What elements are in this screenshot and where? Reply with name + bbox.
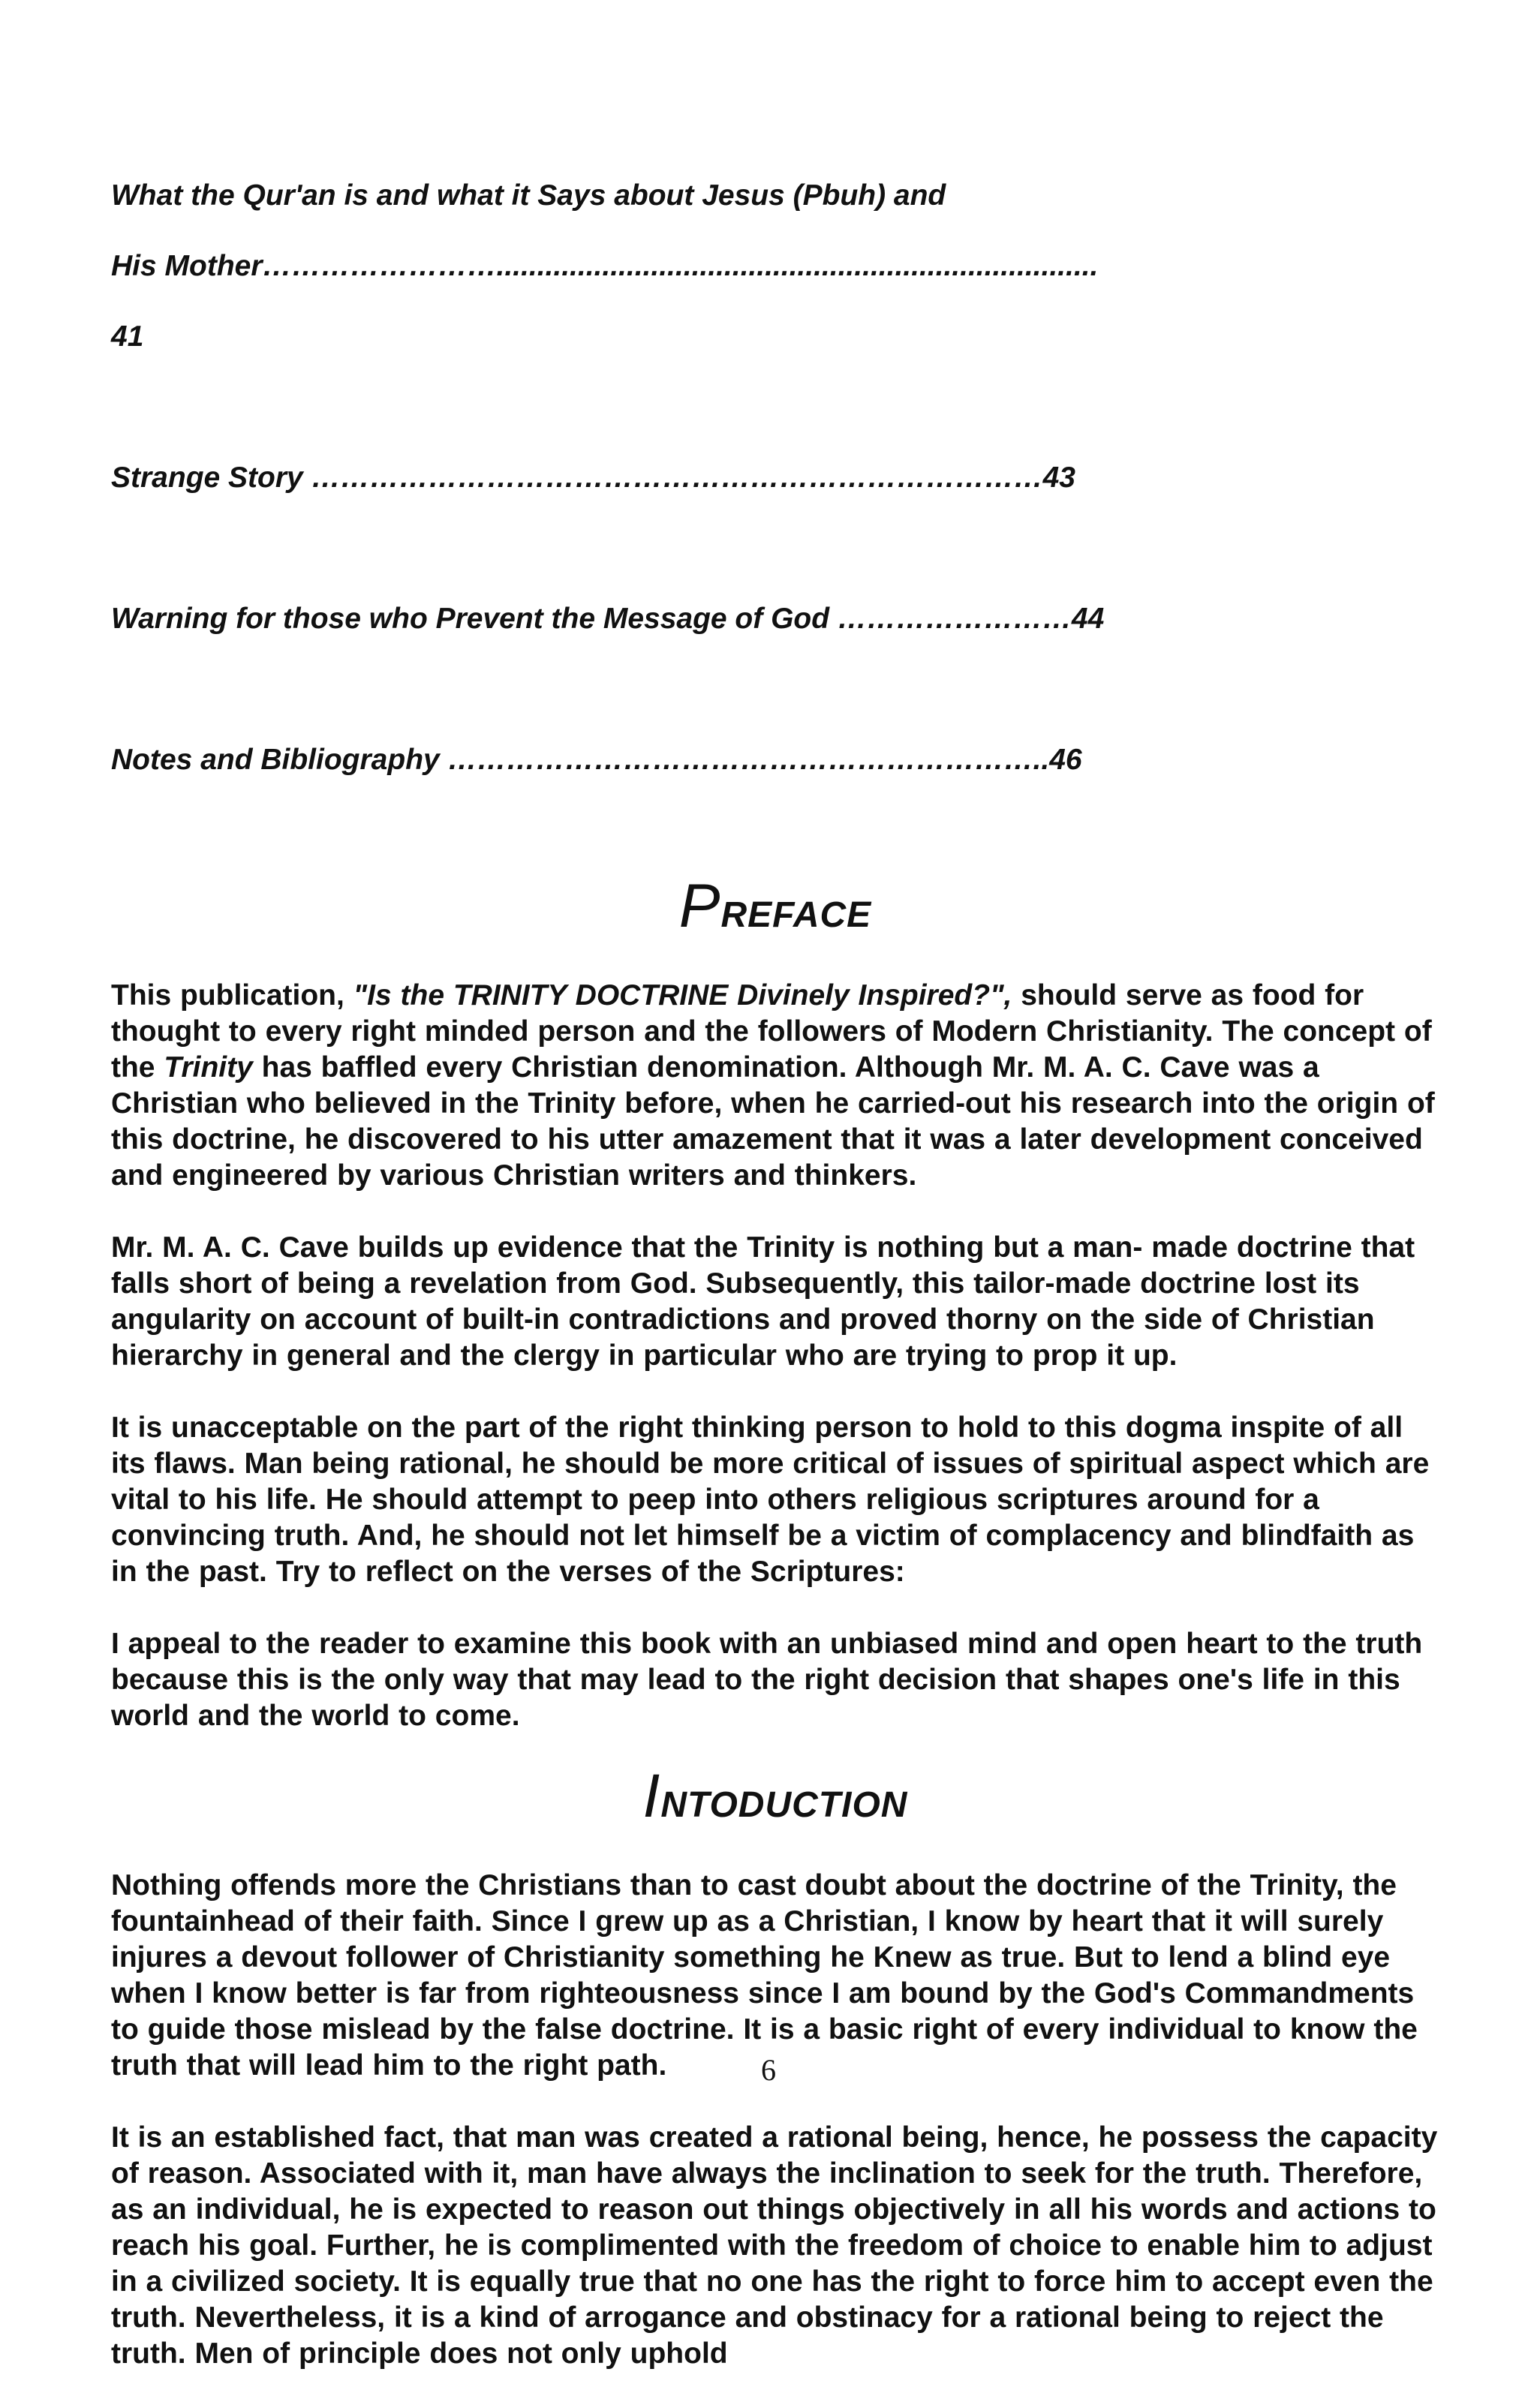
heading-initial: P <box>678 872 721 940</box>
introduction-paragraph: Nothing offends more the Christians than to cast doubt about the doctrine of the Trinity, the fountainhead of their faith. Since I grew up as a Christian, I know by heart that it will surely injures a devout follower of Christianity something he Knew as true. But to lend a blind eye when I know better is far from righteousness since I am bound by the God's Commandments to guide those mislead by the false doctrine. It is a basic right of every individual to know the truth that will lead him to the right path. <box>111 1869 1418 2082</box>
toc-entry-line: What the Qur'an is and what it Says about Jesus (Pbuh) and <box>111 179 946 212</box>
preface-paragraph: I appeal to the reader to examine this book with an unbiased mind and open heart to the truth because this is the only way that may lead to the right decision that shapes one's life in this world and the world to come. <box>111 1628 1423 1732</box>
emphasis-trinity: Trinity <box>164 1051 253 1084</box>
page-number: 6 <box>761 2053 776 2087</box>
toc-entry[interactable] <box>111 425 1439 531</box>
preface-paragraph: It is unacceptable on the part of the right thinking person to hold to this dogma inspite of all its flaws. Man being rational, he should be more critical of issues of spiritual aspect which are vital to his life. He should attempt to peep into others religious scriptures around for a convincing truth. And, he should not let himself be a victim of complacency and blindfaith as in the past. Try to reflect on the verses of the Scriptures: <box>111 1411 1430 1588</box>
toc-entry-line: His Mother…………………….......................................................................... <box>111 250 1099 282</box>
toc-page-number: 41 <box>111 320 144 353</box>
heading-initial: I <box>642 1762 661 1830</box>
toc-entry-line: Strange Story …………………………………………………………………43 <box>111 461 1075 494</box>
toc-entry[interactable] <box>111 566 1439 672</box>
heading-rest: NTODUCTION <box>660 1785 908 1825</box>
introduction-paragraph: It is an established fact, that man was created a rational being, hence, he possess the capacity of reason. Associated with it, man have always the inclination to seek for the truth. Therefore, as an individual, he is expected to reason out things objectively in all his words and actions to reach his goal. Further, he is complimented with the freedom of choice to enable him to adjust in a civilized society. It is equally true that no one has the right to force him to accept even the truth. Nevertheless, it is a kind of arrogance and obstinacy for a rational being to reject the truth. Men of principle does not only uphold <box>111 2121 1438 2370</box>
toc-entry[interactable] <box>111 707 1439 813</box>
table-of-contents <box>111 143 1439 813</box>
preface-paragraph <box>111 978 1439 1194</box>
text-run: This publication, <box>111 979 353 1012</box>
text-run: has baffled every Christian denomination. Although Mr. M. A. C. Cave was a Christian who believed in the Trinity before, when he carried-out his research into the origin of this doctrine, he discovered to his utter amazement that it was a later development conceived and engineered by various Christian writers and thinkers. <box>111 1051 1435 1192</box>
preface-heading <box>111 873 1439 949</box>
toc-entry-line: Notes and Bibliography ……………………………………………………..46 <box>111 744 1082 776</box>
book-title: "Is the TRINITY DOCTRINE Divinely Inspired?", <box>353 979 1012 1012</box>
text-run: should serve as food for thought to every right minded person and the followers of Modern Christianity. The concept of the <box>111 979 1432 1084</box>
toc-entry-line: Warning for those who Prevent the Message of God ……………………44 <box>111 603 1105 635</box>
introduction-heading <box>111 1763 1439 1839</box>
preface-paragraph: Mr. M. A. C. Cave builds up evidence that the Trinity is nothing but a man- made doctrine that falls short of being a revelation from God. Subsequently, this tailor-made doctrine lost its angularity on account of built-in contradictions and proved thorny on the side of Christian hierarchy in general and the clergy in particular who are trying to prop it up. <box>111 1231 1415 1372</box>
heading-rest: REFACE <box>720 895 872 935</box>
toc-entry[interactable] <box>111 143 1439 389</box>
